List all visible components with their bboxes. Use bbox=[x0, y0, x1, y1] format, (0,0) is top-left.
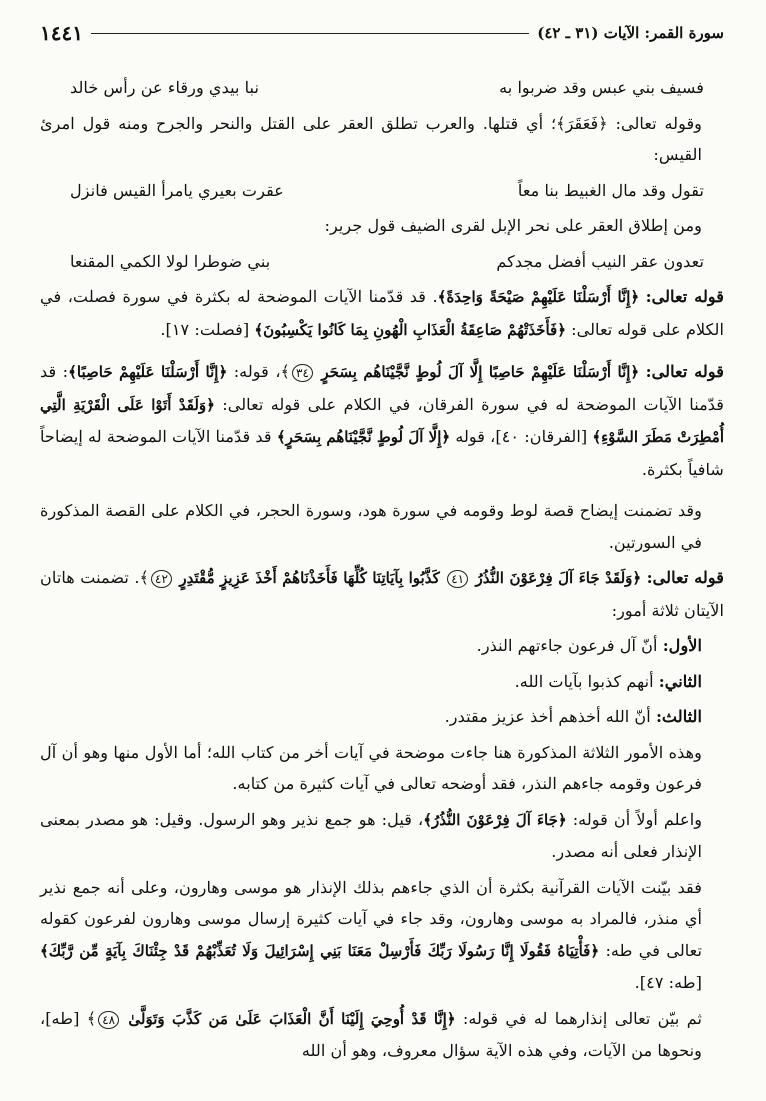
section-label: قوله تعالى: bbox=[645, 362, 724, 381]
quran-quote: ﴿إِنَّا قَدْ أُوحِيَ إِلَيْنَا أَنَّ الْعَذَابَ عَلَىٰ مَن كَذَّبَ وَتَوَلَّىٰ bbox=[128, 1009, 456, 1028]
quran-quote: ﴿فَأَخَذَتْهُمْ صَاعِقَةُ الْعَذَابِ الْهُونِ بِمَا كَانُوا يَكْسِبُونَ﴾ bbox=[254, 320, 566, 339]
running-title: سورة القمر: الآيات (٣١ ـ ٤٢) bbox=[537, 24, 724, 42]
item-text: أنّ الله أخذهم أخذ عزيز مقتدر. bbox=[444, 707, 651, 726]
paragraph-three-matters: وهذه الأمور الثلاثة المذكورة هنا جاءت موضحة في آيات أخر من كتاب الله؛ أما الأول منها وهو أن آل فرعون وقومه جاءهم النذر، فقد أوضحه تعالى في آيات كثيرة من كتابه. bbox=[40, 742, 702, 793]
verse-3-second-hemistich: بني ضوطرا لولا الكمي المقنعا bbox=[70, 251, 271, 271]
text-run: ، قوله bbox=[455, 427, 496, 446]
text-run: ﴾، قوله: bbox=[233, 362, 291, 381]
item-text: أنهم كذبوا بآيات الله. bbox=[514, 671, 654, 691]
verse-3-first-hemistich: تعدون عقر النيب أفضل مجدكم bbox=[496, 251, 704, 271]
text-run: واعلم أولاً أن قوله: bbox=[572, 809, 703, 829]
text-run: ﴾. تضمنت هاتان الآيتان ثلاثة أمور: bbox=[40, 568, 724, 620]
item-label: الثاني: bbox=[658, 671, 702, 691]
quran-quote: ﴿فَأْتِيَاهُ فَقُولَا إِنَّا رَسُولَا رَبِّكَ فَأَرْسِلْ مَعَنَا بَنِي إِسْرَائِيلَ وَلَا تُعَذِّبْهُمْ قَدْ جِئْنَاكَ بِآيَةٍ مِّن رَّبِّكَ﴾ bbox=[40, 941, 600, 960]
header-rule bbox=[91, 33, 529, 34]
poetry-verse-3 bbox=[40, 246, 724, 278]
text-run: ، قيل: هو جمع نذير وهو الرسول. وقيل: هو مصدر بمعنى الإنذار فعلى أنه مصدر. bbox=[40, 809, 702, 861]
paragraph-pharaoh bbox=[40, 562, 724, 626]
page-header bbox=[40, 18, 724, 48]
verse-2-first-hemistich: تقول وقد مال الغبيط بنا معاً bbox=[517, 180, 704, 200]
paragraph-musa-harun bbox=[40, 872, 724, 999]
paragraph-sayha bbox=[40, 281, 724, 346]
quran-quote: ﴿إِنَّا أَرْسَلْنَا عَلَيْهِمْ حَاصِبًا إِلَّا آلَ لُوطٍ نَّجَّيْنَاهُم بِسَحَرٍ bbox=[321, 363, 640, 381]
text-run: : قد قدّمنا الآيات الموضحة له في سورة الفرقان، في الكلام على قوله تعالى: bbox=[40, 362, 724, 414]
reference: [طه: ٤٧]. bbox=[634, 973, 702, 992]
paragraph-nudhur bbox=[40, 804, 724, 868]
text-run: ثم بيّن تعالى إنذارهما له في قوله: bbox=[462, 1008, 702, 1028]
reference: [الفرقان: ٤٠] bbox=[495, 427, 588, 446]
list-item-third bbox=[40, 701, 724, 733]
section-label: قوله تعالى: bbox=[646, 568, 724, 587]
section-label: قوله تعالى: bbox=[645, 287, 724, 306]
poetry-verse-1 bbox=[40, 72, 724, 104]
reference: [فصلت: ١٧]. bbox=[160, 319, 250, 339]
text-run: فقد بيّنت الآيات القرآنية بكثرة أن الذي جاءهم بذلك الإنذار هو موسى وهارون، وعلى أنه جمع نذير أي منذر، فالمراد به موسى وهارون، وقد جاء في آيات كثيرة إرسال موسى وهارون لفرعون كقوله تعالى في طه: bbox=[40, 877, 702, 960]
text-run: ﴾ [طه]، ونحوها من الآيات، وفي هذه الآية سؤال معروف، وهو أن الله bbox=[40, 1008, 702, 1060]
quran-quote: ﴿إِنَّا أَرْسَلْنَا عَلَيْهِمْ صَيْحَةً وَاحِدَةً﴾ bbox=[437, 288, 640, 306]
item-label: الأول: bbox=[662, 636, 702, 655]
quran-quote: ﴿إِلَّا آلَ لُوطٍ نَّجَّيْنَاهُم بِسَحَرٍ﴾ bbox=[276, 428, 451, 446]
verse-2-second-hemistich: عقرت بعيري يامرأ القيس فانزل bbox=[70, 180, 284, 200]
text-run: قد قدّمنا الآيات الموضحة له إيضاحاً شافياً بكثرة. bbox=[40, 427, 724, 479]
paragraph-aqr: وقوله تعالى: ﴿فَعَقَرَ﴾؛ أي قتلها. والعرب تطلق العقر على القتل والنحر والجرح ومنه قول امرئ القيس: bbox=[40, 113, 702, 164]
verse-1-second-hemistich: نبا بيدي ورقاء عن رأس خالد bbox=[70, 78, 259, 97]
text-run: . قد قدّمنا الآيات الموضحة له بكثرة في سورة فصلت، في الكلام على قوله تعالى: bbox=[40, 287, 724, 339]
quran-quote: ﴿وَلَقَدْ جَاءَ آلَ فِرْعَوْنَ النُّذُرُ bbox=[475, 569, 642, 587]
item-text: أنّ آل فرعون جاءتهم النذر. bbox=[476, 636, 658, 655]
paragraph-jarir-intro: ومن إطلاق العقر على نحر الإبل لقرى الضيف قول جرير: bbox=[324, 216, 702, 235]
paragraph-warning bbox=[40, 1003, 724, 1067]
paragraph-lut-story: وقد تضمنت إيضاح قصة لوط وقومه في سورة هود، وسورة الحجر، في الكلام على القصة المذكورة في السورتين. bbox=[40, 501, 702, 552]
poetry-verse-2 bbox=[40, 175, 724, 207]
ayah-number-mark: ٤٢ bbox=[151, 570, 172, 588]
verse-1-first-hemistich: فسيف بني عبس وقد ضربوا به bbox=[499, 78, 704, 97]
paragraph-hasib bbox=[40, 356, 724, 485]
item-label: الثالث: bbox=[655, 707, 702, 726]
page-number: ١٤٤١ bbox=[40, 21, 83, 45]
ayah-number-mark: ٣٤ bbox=[292, 364, 313, 382]
list-item-first bbox=[40, 630, 724, 662]
list-item-second bbox=[40, 666, 724, 698]
quran-quote: ﴿جَاءَ آلَ فِرْعَوْنَ النُّذُرُ﴾ bbox=[423, 810, 567, 829]
quran-quote: كَذَّبُوا بِآيَاتِنَا كُلِّهَا فَأَخَذْنَاهُمْ أَخْذَ عَزِيزٍ مُّقْتَدِرٍ bbox=[179, 569, 440, 587]
quran-quote: ﴿وَلَقَدْ أَتَوْا عَلَى الْقَرْيَةِ الَّتِي أُمْطِرَتْ مَطَرَ السَّوْءِ﴾ bbox=[40, 395, 724, 446]
ayah-number-mark: ٤٨ bbox=[98, 1011, 119, 1029]
quran-quote: ﴿إِنَّا أَرْسَلْنَا عَلَيْهِمْ حَاصِبًا﴾ bbox=[68, 363, 228, 381]
ayah-number-mark: ٤١ bbox=[447, 570, 468, 588]
page-body bbox=[40, 70, 724, 1071]
